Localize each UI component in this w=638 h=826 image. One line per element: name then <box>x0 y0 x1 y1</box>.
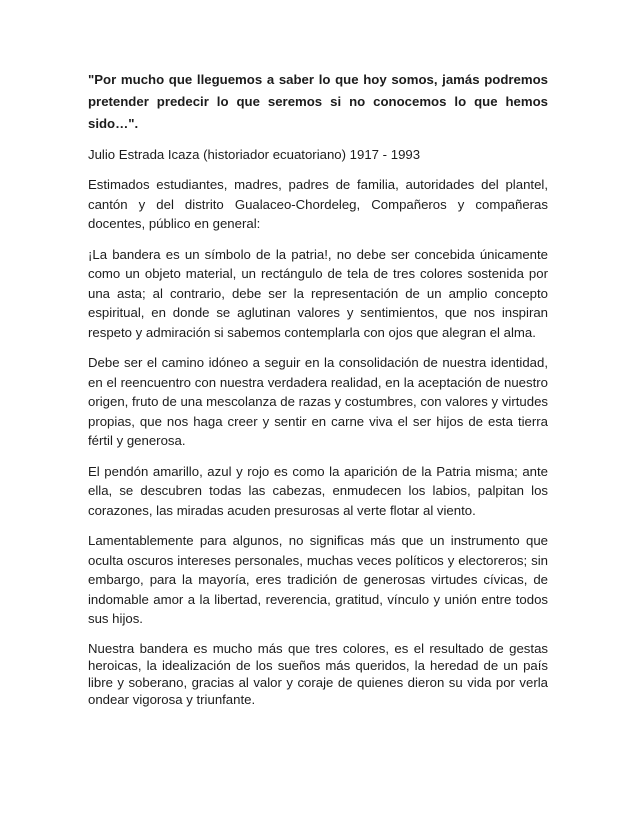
epigraph-author: Julio Estrada Icaza (historiador ecuatoriano) 1917 - 1993 <box>88 147 421 162</box>
paragraph-colors: El pendón amarillo, azul y rojo es como la aparición de la Patria misma; ante ella, se descubren todas las cabezas, enmudecen los labios, palpitan los corazones, las miradas acuden presurosas al verte flotar al viento. <box>88 463 548 518</box>
paragraph-heritage: Nuestra bandera es mucho más que tres colores, es el resultado de gestas heroicas, la idealización de los sueños más queridos, la heredad de un país libre y soberano, gracias al valor y coraje de quienes dieron su vida por verla ondear vigorosa y triunfante. <box>88 640 548 707</box>
epigraph-quote: "Por mucho que lleguemos a saber lo que hoy somos, jamás podremos pretender predecir lo que seremos si no conocemos lo que hemos sido…". <box>88 72 548 131</box>
paragraph-meaning: Lamentablemente para algunos, no significas más que un instrumento que oculta oscuros intereses personales, muchas veces políticos y electoreros; sin embargo, para la mayoría, eres tradición de generosas virtudes cívicas, de indomable amor a la libertad, reverencia, gratitud, vínculo y unión entre todos sus hijos. <box>88 533 548 626</box>
paragraph-flag-symbol: ¡La bandera es un símbolo de la patria!, no debe ser concebida únicamente como un objeto material, un rectángulo de tela de tres colores sostenida por una asta; al contrario, debe ser la representación de un amplio concepto espiritual, en donde se aglutinan valores y sentimientos, que nos inspiran respeto y admiración si sabemos contemplarla con ojos que alegran el alma. <box>88 246 548 340</box>
paragraph-identity: Debe ser el camino idóneo a seguir en la consolidación de nuestra identidad, en el reencuentro con nuestra verdadera realidad, en la aceptación de nuestro origen, fruto de una mescolanza de razas y costumbres, con valores y virtudes propias, que nos haga creer y sentir en carne viva el ser hijos de esta tierra fértil y generosa. <box>88 355 548 448</box>
document-page <box>88 69 548 708</box>
paragraph-greeting: Estimados estudiantes, madres, padres de familia, autoridades del plantel, cantón y del distrito Gualaceo-Chordeleg, Compañeros y compañeras docentes, público en general: <box>88 177 548 231</box>
